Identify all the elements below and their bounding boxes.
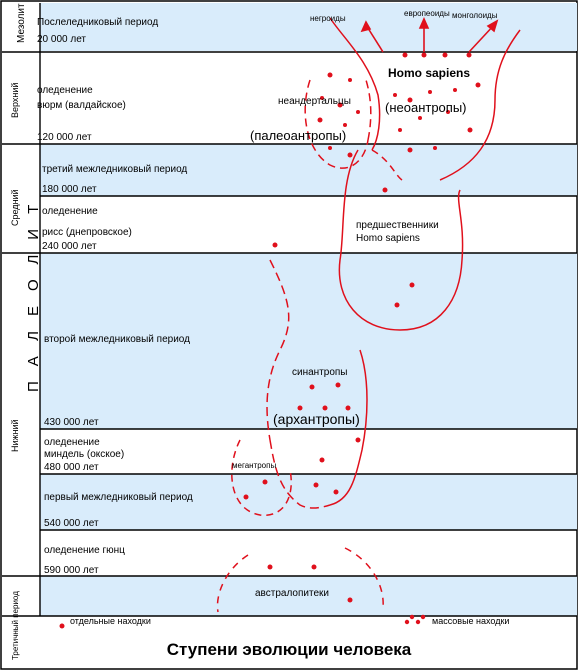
find-dot [418,116,422,120]
find-dot [328,146,332,150]
legend-mass-label: массовые находки [432,616,510,626]
find-dot [393,93,397,97]
find-dot [343,123,347,127]
period-2-name: третий межледниковый период [42,164,188,175]
find-dot [348,78,352,82]
period-3-name: оледенение [42,206,98,217]
find-dot [443,53,448,58]
find-dot [395,303,400,308]
upper-label: Верхний [10,82,20,118]
megantropes-label: мегантропы [232,461,277,470]
find-dot [346,406,351,411]
find-dot [310,385,315,390]
paleolithic-label: ПАЛЕОЛИТ [25,189,42,392]
negroids-label: негроиды [310,14,346,23]
period-4-date: 430 000 лет [44,417,99,428]
find-dot [428,90,432,94]
find-dot [403,53,408,58]
find-dot [320,458,325,463]
period-6-name: первый межледниковый период [44,492,193,503]
legend-mass-dot [405,620,409,624]
period-7-date: 590 000 лет [44,565,99,576]
find-dot [334,490,339,495]
find-dot [468,128,473,133]
find-dot [476,83,481,88]
find-dot [356,110,360,114]
legend-mass-dot [421,615,425,619]
find-dot [467,53,472,58]
mesolithic-label: Мезолит [16,3,27,43]
find-dot [410,283,415,288]
period-5-name2: миндель (окское) [44,449,125,460]
find-dot [422,53,427,58]
tertiary-label: Третичный период [11,591,20,660]
legend-mass-dot [410,615,414,619]
find-dot [336,383,341,388]
find-dot [268,565,273,570]
find-dot [323,406,328,411]
legend-mass-dot [416,620,420,624]
find-dot [433,146,437,150]
legend-single-label: отдельные находки [70,616,151,626]
paleoanthropes-label: (палеоантропы) [250,128,347,143]
lower-label: Нижний [10,419,20,452]
sinanthropes-label: синантропы [292,367,348,378]
period-1-name2: вюрм (валдайское) [37,100,126,111]
find-dot [348,153,353,158]
find-dot [318,118,323,123]
neanderthals-label: неандертальцы [278,96,351,107]
period-1-name: оледенение [37,85,93,96]
middle-label: Средний [10,189,20,226]
period-2-date: 180 000 лет [42,184,97,195]
australopithecines-label: австралопитеки [255,588,329,599]
period-0-date: 20 000 лет [37,34,87,45]
predecessors-label-2: Homo sapiens [356,233,420,244]
period-5-name: оледенение [44,437,100,448]
predecessors-label: предшественники [356,220,439,231]
period-3-date: 240 000 лет [42,241,97,252]
period-7-name: оледенение гюнц [44,545,125,556]
legend-single-dot [60,624,65,629]
find-dot [348,598,353,603]
find-dot [398,128,402,132]
europeoids-label: европеоиды [404,9,450,18]
find-dot [312,565,317,570]
homo-sapiens-label: Homo sapiens [388,66,471,80]
mongoloids-label: монголоиды [452,11,498,20]
find-dot [453,88,457,92]
find-dot [383,188,388,193]
find-dot [263,480,268,485]
period-1-date: 120 000 лет [37,132,92,143]
neoanthropes-label: (неоантропы) [385,100,467,115]
period-6-date: 540 000 лет [44,518,99,529]
period-0-name: Послеледниковый период [37,17,159,28]
find-dot [298,406,303,411]
period-5-date: 480 000 лет [44,462,99,473]
find-dot [328,73,333,78]
period-3-name2: рисс (днепровское) [42,227,132,238]
find-dot [356,438,361,443]
diagram-title: Ступени эволюции человека [166,640,412,659]
find-dot [408,148,413,153]
archanthropes-label: (архантропы) [273,411,360,427]
find-dot [244,495,249,500]
period-4-name: второй межледниковый период [44,334,190,345]
find-dot [273,243,278,248]
find-dot [314,483,319,488]
